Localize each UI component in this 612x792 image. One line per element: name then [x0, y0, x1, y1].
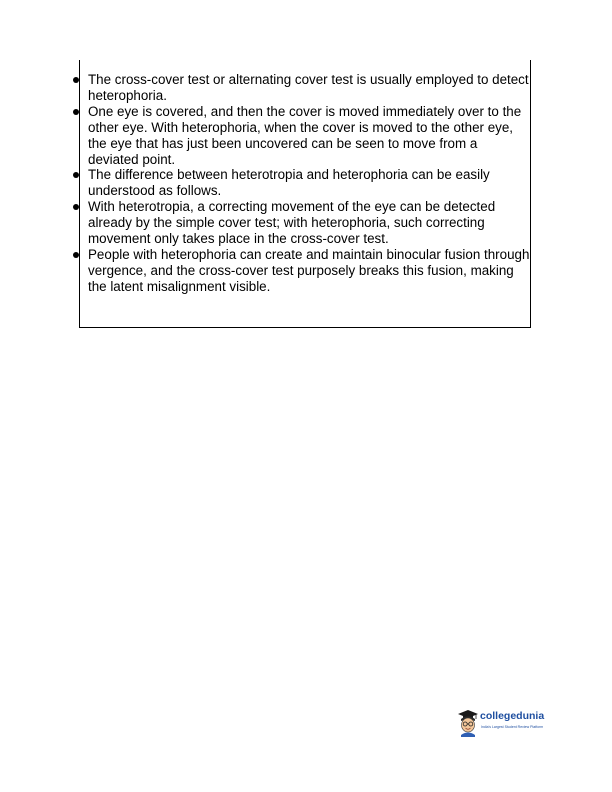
list-item	[80, 247, 532, 295]
mascot-icon	[457, 709, 479, 737]
bullet-text: One eye is covered, and then the cover is moved immediately over to the other eye. With heterophoria, when the cover is moved to the other eye, the eye that has just been uncovered can be seen to move from a deviated point.	[88, 103, 522, 167]
bullet-icon	[73, 109, 79, 115]
list-item	[80, 167, 532, 199]
bullet-icon	[73, 252, 79, 258]
bullet-icon	[73, 77, 79, 83]
bullet-icon	[73, 172, 79, 178]
notes-box	[79, 60, 531, 328]
list-item	[80, 199, 532, 247]
bullet-text: The cross-cover test or alternating cover test is usually employed to detect heterophoria.	[88, 72, 529, 103]
bullet-list	[80, 72, 532, 295]
logo-tagline: India's Largest Student Review Platform	[481, 725, 544, 729]
bullet-text: With heterotropia, a correcting movement of the eye can be detected already by the simple cover test; with heterophoria, such correcting movement only takes place in the cross-cover test.	[88, 199, 496, 247]
bullet-text: The difference between heterotropia and heterophoria can be easily understood as follows.	[88, 167, 490, 199]
list-item	[80, 72, 532, 104]
bullet-text: People with heterophoria can create and maintain binocular fusion through vergence, and the cross-cover test purposely breaks this fusion, making the latent misalignment visible.	[88, 246, 530, 294]
list-item	[80, 104, 532, 168]
bullet-icon	[73, 204, 79, 210]
logo-name: collegedunia	[480, 710, 545, 722]
collegedunia-logo	[457, 709, 557, 737]
